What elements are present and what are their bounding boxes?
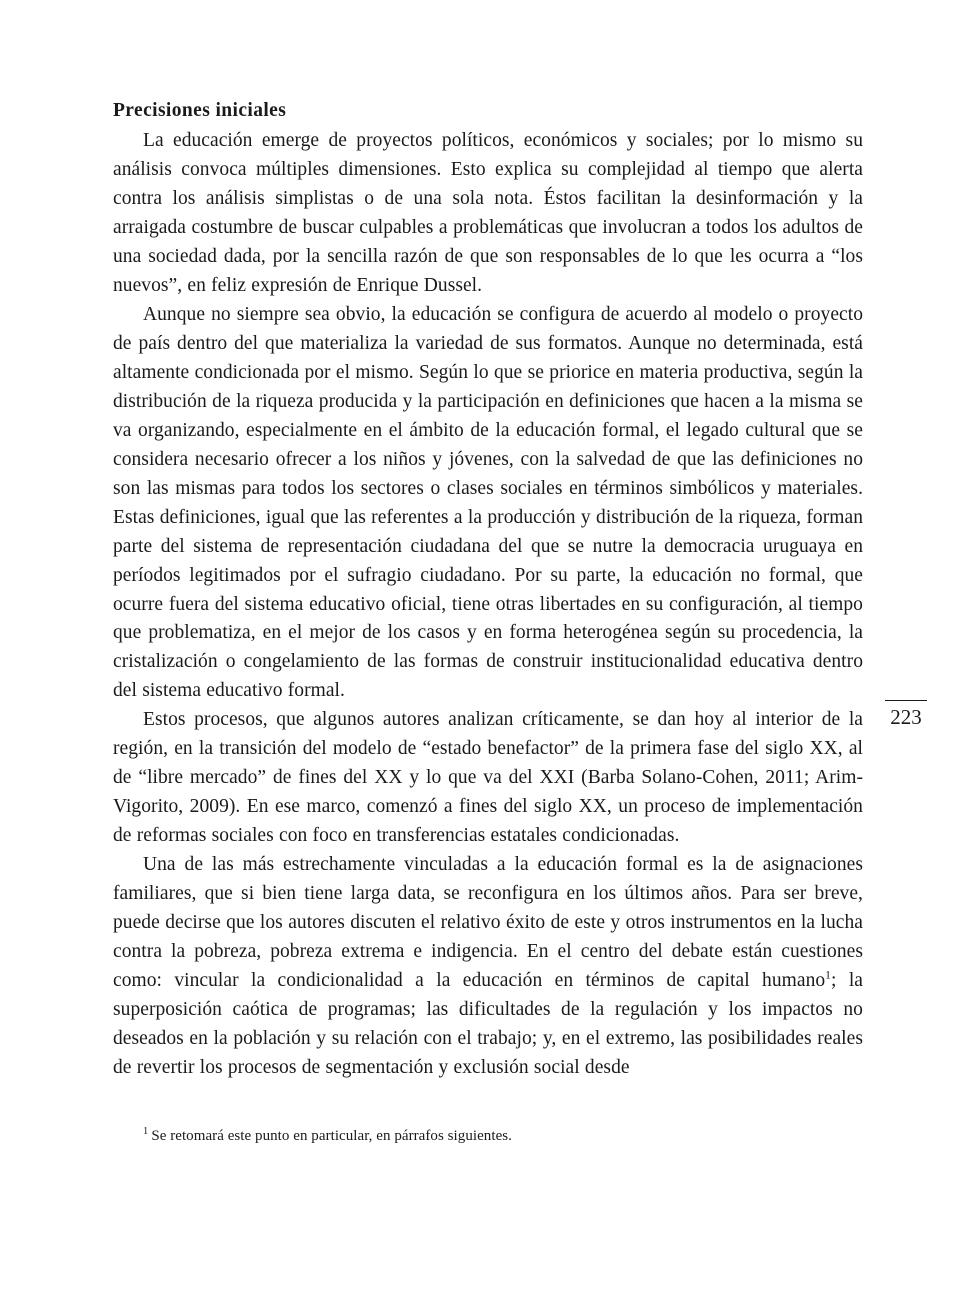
footnote-reference: 1 [825,969,831,982]
page-number-value: 223 [890,705,922,729]
section-heading: Precisiones iniciales [113,100,287,121]
footnote-text: Se retomará este punto en particular, en párrafos siguientes. [151,1128,512,1144]
footnote [113,1125,863,1147]
body-paragraph-4 [113,851,863,1083]
footnote-area [113,1125,863,1147]
body-paragraph-1: La educación emerge de proyectos políticos, económicos y sociales; por lo mismo su análisis convoca múltiples dimensiones. Esto explica su complejidad al tiempo que alerta contra los análisis simplistas o de una sola nota. Éstos facilitan la desinformación y la arraigada costumbre de buscar culpables a problemáticas que involucran a todos los adultos de una sociedad dada, por la sencilla razón de que son responsables de lo que les ocurra a “los nuevos”, en feliz expresión de Enrique Dussel. [113,130,863,297]
body-paragraph-4-before: Una de las más estrechamente vinculadas a la educación formal es la de asignaciones familiares, que si bien tiene larga data, se reconfigura en los últimos años. Para ser breve, puede decirse que los autores discuten el relativo éxito de este y otros instrumentos en la lucha contra la pobreza, pobreza extrema e indigencia. En el centro del debate están cuestiones como: vincular la condicionalidad a la educación en términos de capital humano [113,854,863,991]
page-number-rule [885,700,927,701]
body-paragraph-4-after: ; la superposición caótica de programas; las dificultades de la regulación y los impactos no deseados en la población y su relación con el trabajo; y, en el extremo, las posibilidades reales de revertir los procesos de segmentación y exclusión social desde [113,969,863,1078]
body-paragraph-3: Estos procesos, que algunos autores analizan críticamente, se dan hoy al interior de la región, en la transición del modelo de “estado benefactor” de la primera fase del siglo XX, al de “libre mercado” de fines del XX y lo que va del XXI (Barba Solano-Cohen, 2011; Arim-Vigorito, 2009). En ese marco, comenzó a fines del siglo XX, un proceso de implementación de reformas sociales con foco en transferencias estatales condicionadas. [113,709,863,847]
page-number [877,700,935,730]
body-paragraph-2: Aunque no siempre sea obvio, la educación se configura de acuerdo al modelo o proyecto de país dentro del que materializa la variedad de sus formatos. Aunque no determinada, está altamente condicionada por el mismo. Según lo que se priorice en materia productiva, según la distribución de la riqueza producida y la participación en definiciones que hacen a la misma se va organizando, especialmente en el ámbito de la educación formal, el legado cultural que se considera necesario ofrecer a los niños y jóvenes, con la salvedad de que las definiciones no son las mismas para todos los sectores o clases sociales en términos simbólicos y materiales. Estas definiciones, igual que las referentes a la producción y distribución de la riqueza, forman parte del sistema de representación ciudadana del que se nutre la democracia uruguaya en períodos legitimados por el sufragio ciudadano. Por su parte, la educación no formal, que ocurre fuera del sistema educativo oficial, tiene otras libertades en su configuración, al tiempo que problematiza, en el mejor de los casos y en forma heterogénea según su procedencia, la cristalización o congelamiento de las formas de construir institucionalidad educativa dentro del sistema educativo formal. [113,303,863,702]
footnote-marker: 1 [143,1126,149,1137]
page-content [113,96,863,1083]
